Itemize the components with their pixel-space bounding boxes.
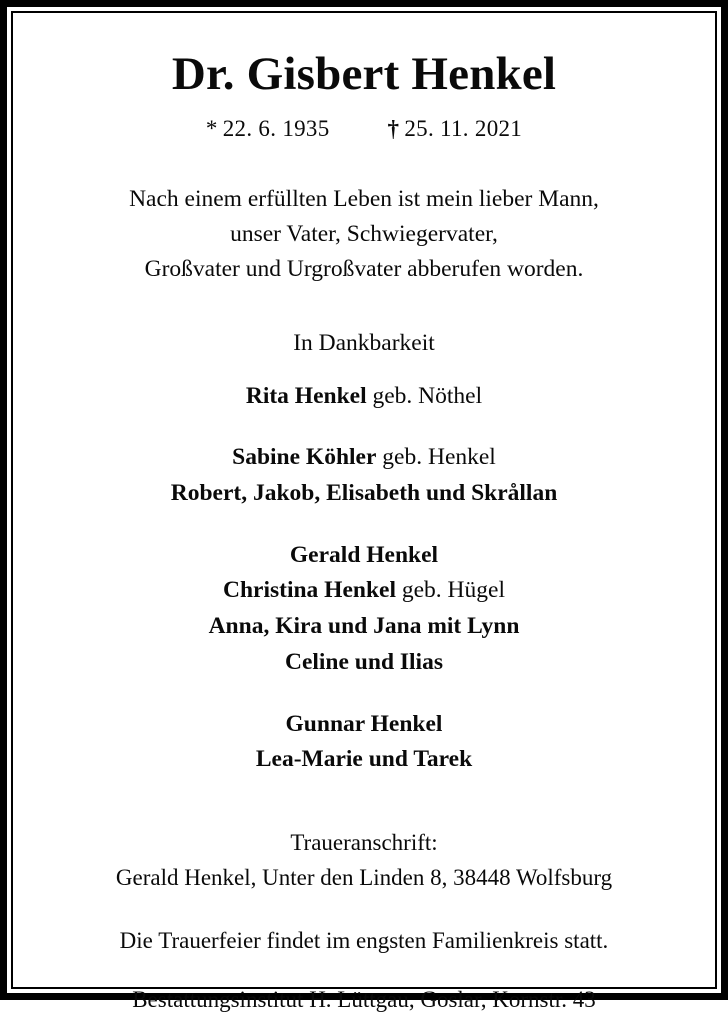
- deceased-name: Dr. Gisbert Henkel: [171, 48, 557, 100]
- family-name: Rita Henkel: [245, 382, 367, 409]
- notice-inner-frame: [11, 11, 717, 1012]
- family-line: [209, 573, 520, 609]
- life-dates: [206, 116, 522, 142]
- family-line: [256, 742, 472, 778]
- family-group: [209, 538, 520, 681]
- funeral-home: Bestattungsinstitut H. Lüttgau, Goslar, Kornstr. 43: [132, 986, 596, 1012]
- family-line: [209, 538, 520, 574]
- family-group: [256, 707, 472, 778]
- family-name: Robert, Jakob, Elisabeth und Skrållan: [170, 479, 558, 506]
- family-line: [171, 476, 558, 512]
- gratitude-text: In Dankbarkeit: [293, 329, 435, 356]
- family-name: Celine und Ilias: [284, 648, 443, 675]
- family-name: Gunnar Henkel: [285, 710, 443, 737]
- family-name: Lea-Marie und Tarek: [255, 746, 473, 773]
- death-cross-icon: †: [387, 115, 400, 141]
- intro-line: unser Vater, Schwiegervater,: [230, 221, 498, 247]
- intro-paragraph: [129, 182, 599, 288]
- birth-star-icon: *: [205, 115, 218, 141]
- family-name-suffix: geb. Henkel: [376, 444, 496, 471]
- birth-date: [206, 116, 330, 142]
- death-date-value: 25. 11. 2021: [404, 115, 523, 141]
- intro-line: Nach einem erfüllten Leben ist mein lieber Mann,: [129, 185, 599, 212]
- family-line: [256, 707, 472, 743]
- intro-line: Großvater und Urgroßvater abberufen worden.: [144, 256, 584, 283]
- family-line: [246, 379, 482, 415]
- family-group: [171, 440, 558, 511]
- family-group: [246, 379, 482, 415]
- ceremony-note: Die Trauerfeier findet im engsten Familienkreis statt.: [119, 927, 609, 953]
- family-line: [171, 440, 558, 476]
- family-name: Gerald Henkel: [289, 541, 439, 568]
- family-line: [209, 645, 520, 681]
- address-label: Traueranschrift:: [290, 829, 438, 855]
- family-name-suffix: geb. Hügel: [396, 577, 505, 604]
- death-date: [388, 116, 523, 142]
- family-line: [209, 609, 520, 645]
- family-name: Anna, Kira und Jana mit Lynn: [208, 613, 520, 640]
- footer-block: [116, 826, 612, 1018]
- family-name: Sabine Köhler: [232, 444, 377, 471]
- birth-date-value: 22. 6. 1935: [222, 115, 330, 141]
- family-name-suffix: geb. Nöthel: [366, 382, 483, 409]
- address-value: Gerald Henkel, Unter den Linden 8, 38448 Wolfsburg: [115, 864, 613, 890]
- family-name: Christina Henkel: [222, 577, 396, 604]
